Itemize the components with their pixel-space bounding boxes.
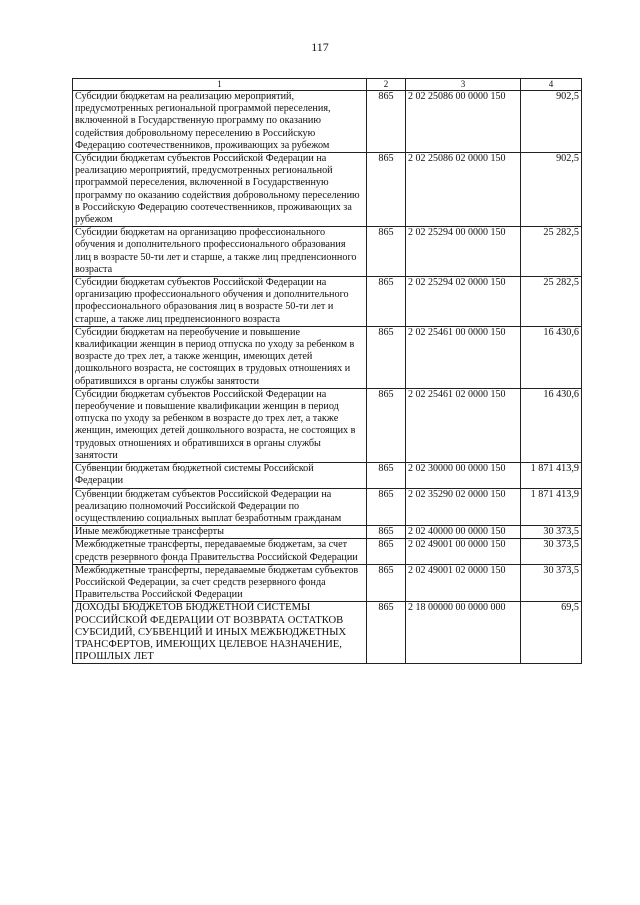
table-row xyxy=(73,488,582,526)
row-amount-cell: 69,5 xyxy=(521,602,582,664)
row-amount-cell: 1 871 413,9 xyxy=(521,488,582,526)
row-amount-cell: 25 282,5 xyxy=(521,227,582,277)
table-row xyxy=(73,463,582,488)
row-classification-code-cell: 2 02 25086 02 0000 150 xyxy=(406,153,521,227)
row-admin-code-cell: 865 xyxy=(367,526,406,539)
row-classification-code-cell: 2 02 25294 00 0000 150 xyxy=(406,227,521,277)
table-row xyxy=(73,564,582,602)
row-name-cell: Субсидии бюджетам на переобучение и повышение квалификации женщин в период отпуска по уходу за ребенком в возрасте до трех лет, а также женщин, имеющих детей дошкольного возраста, не состоящих в трудовых отношениях и обратившихся в органы службы занятости xyxy=(73,326,367,388)
column-header-4: 4 xyxy=(521,79,582,91)
row-admin-code-cell: 865 xyxy=(367,539,406,564)
row-classification-code-cell: 2 02 25086 00 0000 150 xyxy=(406,91,521,153)
row-amount-cell: 25 282,5 xyxy=(521,277,582,327)
row-admin-code-cell: 865 xyxy=(367,326,406,388)
row-classification-code-cell: 2 02 49001 02 0000 150 xyxy=(406,564,521,602)
row-name-cell: Межбюджетные трансферты, передаваемые бюджетам, за счет средств резервного фонда Правительства Российской Федерации xyxy=(73,539,367,564)
row-amount-cell: 902,5 xyxy=(521,153,582,227)
row-admin-code-cell: 865 xyxy=(367,488,406,526)
budget-revenue-table xyxy=(72,78,582,664)
table-row xyxy=(73,91,582,153)
row-name-cell: Субсидии бюджетам на реализацию мероприятий, предусмотренных региональной программой переселения, включенной в Государственную программу по оказанию содействия добровольному переселению в Российскую Федерацию соотечественников, проживающих за рубежом xyxy=(73,91,367,153)
row-amount-cell: 902,5 xyxy=(521,91,582,153)
row-amount-cell: 30 373,5 xyxy=(521,564,582,602)
row-classification-code-cell: 2 02 25294 02 0000 150 xyxy=(406,277,521,327)
row-admin-code-cell: 865 xyxy=(367,602,406,664)
row-admin-code-cell: 865 xyxy=(367,227,406,277)
table-row xyxy=(73,227,582,277)
row-classification-code-cell: 2 02 25461 02 0000 150 xyxy=(406,388,521,462)
row-classification-code-cell: 2 02 49001 00 0000 150 xyxy=(406,539,521,564)
row-name-cell: Субвенции бюджетам бюджетной системы Российской Федерации xyxy=(73,463,367,488)
row-classification-code-cell: 2 02 30000 00 0000 150 xyxy=(406,463,521,488)
row-name-cell: Субвенции бюджетам субъектов Российской Федерации на реализацию полномочий Российской Федерации по осуществлению социальных выплат безработным гражданам xyxy=(73,488,367,526)
row-classification-code-cell: 2 02 40000 00 0000 150 xyxy=(406,526,521,539)
row-admin-code-cell: 865 xyxy=(367,564,406,602)
row-name-cell: ДОХОДЫ БЮДЖЕТОВ БЮДЖЕТНОЙ СИСТЕМЫ РОССИЙСКОЙ ФЕДЕРАЦИИ ОТ ВОЗВРАТА ОСТАТКОВ СУБСИДИЙ, СУБВЕНЦИЙ И ИНЫХ МЕЖБЮДЖЕТНЫХ ТРАНСФЕРТОВ, ИМЕЮЩИХ ЦЕЛЕВОЕ НАЗНАЧЕНИЕ, ПРОШЛЫХ ЛЕТ xyxy=(73,602,367,664)
row-admin-code-cell: 865 xyxy=(367,388,406,462)
table-header-row xyxy=(73,79,582,91)
page-number: 117 xyxy=(311,40,329,54)
column-header-1: 1 xyxy=(73,79,367,91)
row-name-cell: Иные межбюджетные трансферты xyxy=(73,526,367,539)
row-amount-cell: 16 430,6 xyxy=(521,326,582,388)
row-amount-cell: 16 430,6 xyxy=(521,388,582,462)
row-admin-code-cell: 865 xyxy=(367,277,406,327)
table-row xyxy=(73,539,582,564)
table-row xyxy=(73,602,582,664)
row-classification-code-cell: 2 18 00000 00 0000 000 xyxy=(406,602,521,664)
row-amount-cell: 30 373,5 xyxy=(521,539,582,564)
row-admin-code-cell: 865 xyxy=(367,91,406,153)
table-row xyxy=(73,388,582,462)
table-row xyxy=(73,277,582,327)
row-admin-code-cell: 865 xyxy=(367,153,406,227)
row-name-cell: Субсидии бюджетам субъектов Российской Федерации на организацию профессионального обучения и дополнительного профессионального образования лиц в возрасте 50-ти лет и старше, а также лиц предпенсионного возраста xyxy=(73,277,367,327)
row-amount-cell: 1 871 413,9 xyxy=(521,463,582,488)
row-admin-code-cell: 865 xyxy=(367,463,406,488)
column-header-2: 2 xyxy=(367,79,406,91)
row-name-cell: Субсидии бюджетам на организацию профессионального обучения и дополнительного профессионального образования лиц в возрасте 50-ти лет и старше, а также лиц предпенсионного возраста xyxy=(73,227,367,277)
table-row xyxy=(73,153,582,227)
row-classification-code-cell: 2 02 35290 02 0000 150 xyxy=(406,488,521,526)
row-name-cell: Межбюджетные трансферты, передаваемые бюджетам субъектов Российской Федерации, за счет средств резервного фонда Правительства Российской Федерации xyxy=(73,564,367,602)
row-classification-code-cell: 2 02 25461 00 0000 150 xyxy=(406,326,521,388)
row-name-cell: Субсидии бюджетам субъектов Российской Федерации на переобучение и повышение квалификации женщин в период отпуска по уходу за ребенком в возрасте до трех лет, а также женщин, имеющих детей дошкольного возраста, не состоящих в трудовых отношениях и обратившихся в органы службы занятости xyxy=(73,388,367,462)
table-row xyxy=(73,526,582,539)
row-amount-cell: 30 373,5 xyxy=(521,526,582,539)
row-name-cell: Субсидии бюджетам субъектов Российской Федерации на реализацию мероприятий, предусмотренных региональной программой переселения, включенной в Государственную программу по оказанию содействия добровольному переселению в Российскую Федерацию соотечественников, проживающих за рубежом xyxy=(73,153,367,227)
table-row xyxy=(73,326,582,388)
column-header-3: 3 xyxy=(406,79,521,91)
